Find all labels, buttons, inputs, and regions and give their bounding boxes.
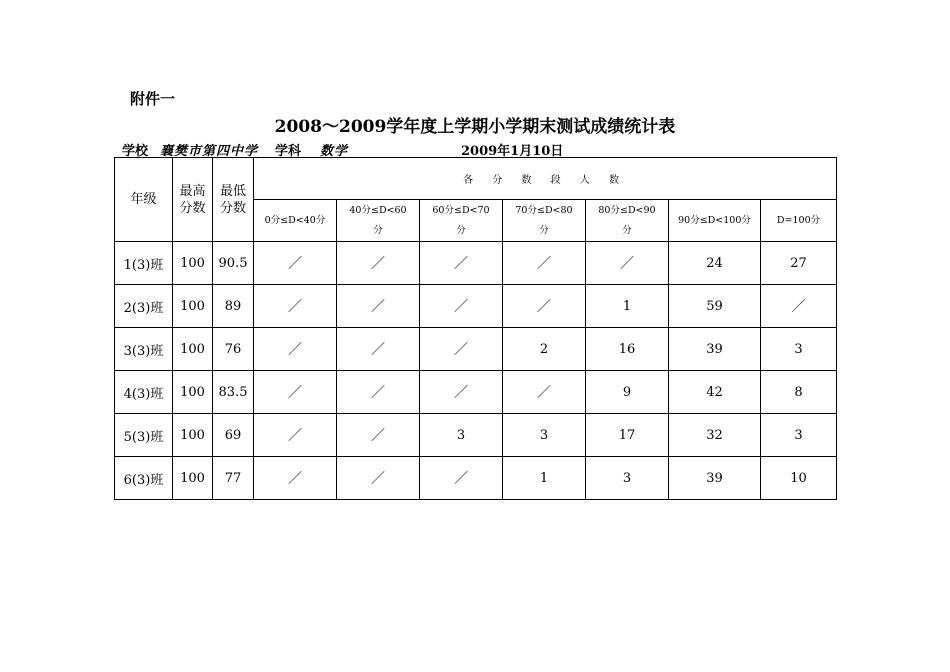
attachment-label: 附件一 [130, 90, 176, 108]
cell-band: ／ [420, 328, 503, 371]
score-statistics-table [114, 157, 837, 500]
cell-band: ／ [254, 242, 337, 285]
cell-grade: 1(3)班 [115, 242, 173, 285]
header-max-score [173, 158, 213, 242]
cell-max: 100 [173, 328, 213, 371]
table-row [115, 285, 837, 328]
cell-band: 3 [420, 414, 503, 457]
header-band-3 [503, 200, 586, 242]
header-band-4 [586, 200, 669, 242]
subject-value: 数学 [320, 144, 349, 159]
cell-band: 3 [761, 414, 837, 457]
cell-band: 59 [669, 285, 761, 328]
school-label: 学校 [122, 144, 149, 159]
header-row-top [115, 158, 837, 200]
table-row [115, 371, 837, 414]
cell-band: ／ [420, 457, 503, 500]
header-grade: 年级 [115, 158, 173, 242]
cell-min: 90.5 [213, 242, 254, 285]
cell-band: ／ [761, 285, 837, 328]
cell-grade: 6(3)班 [115, 457, 173, 500]
school-value: 襄樊市第四中学 [160, 144, 259, 159]
cell-band: ／ [586, 242, 669, 285]
header-band-group: 各 分 数 段 人 数 [254, 158, 837, 200]
cell-band: 8 [761, 371, 837, 414]
cell-grade: 3(3)班 [115, 328, 173, 371]
cell-band: ／ [254, 371, 337, 414]
cell-min: 89 [213, 285, 254, 328]
table-row [115, 414, 837, 457]
page-title: 2008～2009学年度上学期小学期末测试成绩统计表 [274, 117, 676, 137]
cell-band: ／ [420, 371, 503, 414]
report-date: 2009年1月10日 [461, 144, 564, 159]
cell-band: ／ [420, 285, 503, 328]
header-band-4-text: 80分≤D<90分 [598, 204, 656, 236]
header-band-1-text: 40分≤D<60分 [349, 204, 407, 236]
cell-band: 24 [669, 242, 761, 285]
cell-band: 32 [669, 414, 761, 457]
cell-band: 2 [503, 328, 586, 371]
cell-max: 100 [173, 285, 213, 328]
cell-min: 76 [213, 328, 254, 371]
cell-band: ／ [254, 285, 337, 328]
cell-band: 1 [586, 285, 669, 328]
cell-band: ／ [254, 457, 337, 500]
cell-band: ／ [503, 285, 586, 328]
header-band-2 [420, 200, 503, 242]
header-band-3-text: 70分≤D<80分 [515, 204, 573, 236]
cell-max: 100 [173, 414, 213, 457]
cell-band: 9 [586, 371, 669, 414]
cell-band: ／ [254, 328, 337, 371]
cell-band: ／ [337, 242, 420, 285]
cell-max: 100 [173, 371, 213, 414]
header-band-5: 90分≤D<100分 [669, 200, 761, 242]
cell-band: 42 [669, 371, 761, 414]
header-band-2-text: 60分≤D<70分 [432, 204, 490, 236]
cell-band: ／ [337, 285, 420, 328]
header-max-score-text: 最高分数 [179, 183, 206, 216]
cell-band: ／ [254, 414, 337, 457]
header-band-0: 0分≤D<40分 [254, 200, 337, 242]
cell-band: ／ [337, 414, 420, 457]
header-band-6: D=100分 [761, 200, 837, 242]
cell-band: ／ [503, 371, 586, 414]
header-min-score [213, 158, 254, 242]
cell-band: ／ [337, 371, 420, 414]
cell-band: 27 [761, 242, 837, 285]
cell-band: 17 [586, 414, 669, 457]
cell-min: 77 [213, 457, 254, 500]
table-row [115, 457, 837, 500]
cell-max: 100 [173, 242, 213, 285]
cell-band: 3 [503, 414, 586, 457]
cell-band: 39 [669, 457, 761, 500]
cell-band: 3 [761, 328, 837, 371]
table-row [115, 328, 837, 371]
cell-min: 83.5 [213, 371, 254, 414]
cell-band: ／ [337, 457, 420, 500]
subject-label: 学科 [275, 144, 302, 159]
cell-band: ／ [503, 242, 586, 285]
header-band-1 [337, 200, 420, 242]
cell-band: 3 [586, 457, 669, 500]
cell-band: 16 [586, 328, 669, 371]
cell-grade: 5(3)班 [115, 414, 173, 457]
cell-band: ／ [337, 328, 420, 371]
cell-band: 1 [503, 457, 586, 500]
cell-band: 39 [669, 328, 761, 371]
table-row [115, 242, 837, 285]
cell-band: ／ [420, 242, 503, 285]
header-min-score-text: 最低分数 [219, 183, 246, 216]
cell-min: 69 [213, 414, 254, 457]
cell-max: 100 [173, 457, 213, 500]
cell-grade: 2(3)班 [115, 285, 173, 328]
cell-band: 10 [761, 457, 837, 500]
cell-grade: 4(3)班 [115, 371, 173, 414]
